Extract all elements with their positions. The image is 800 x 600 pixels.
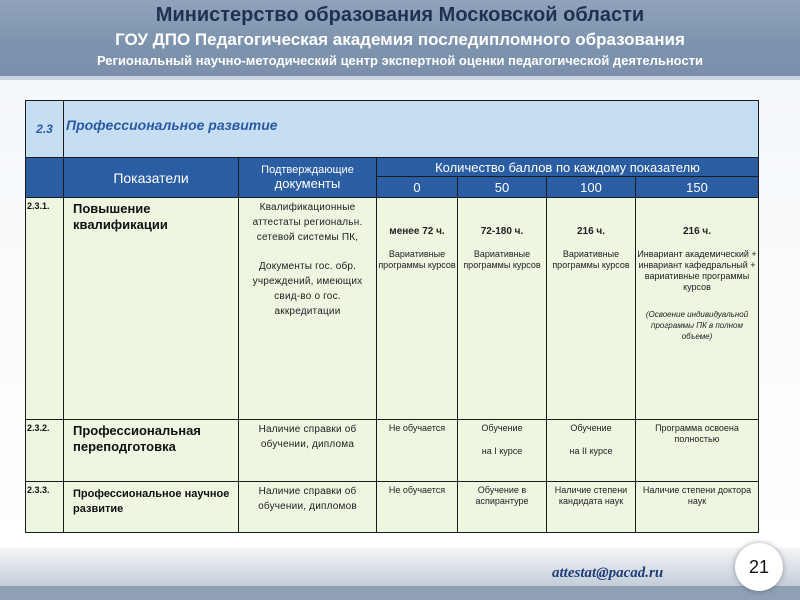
hours-label: 72-180 ч. — [480, 226, 524, 237]
header-blank — [26, 158, 64, 198]
criteria-table — [25, 100, 759, 533]
program-note: (Освоение индивидуальной программы ПК в полном объеме) — [645, 310, 749, 341]
row-number: 2.3.3. — [26, 482, 64, 533]
row-points-0 — [377, 198, 458, 420]
status-label: Обучение — [481, 423, 523, 433]
row-number: 2.3.2. — [26, 420, 64, 482]
spacer — [378, 237, 456, 249]
row-indicator: Профессиональное научное развитие — [64, 482, 239, 533]
academy-subtitle: ГОУ ДПО Педагогическая академия последипломного образования — [115, 30, 685, 49]
spacer — [637, 293, 757, 309]
footer-stripe — [0, 586, 800, 600]
row-points-150 — [636, 198, 759, 420]
ministry-title: Министерство образования Московской области — [155, 4, 645, 26]
row-points-50 — [458, 420, 547, 482]
header-banner — [0, 0, 800, 76]
table-row — [26, 482, 759, 533]
status-label: на I курсе — [481, 446, 523, 456]
center-subtitle: Региональный научно-методический центр экспертной оценки педагогической деятельности — [96, 53, 704, 68]
row-documents — [239, 198, 377, 420]
table-row — [26, 198, 759, 420]
header-points-0: 0 — [377, 177, 458, 198]
spacer — [459, 237, 545, 249]
header-points-100: 100 — [547, 177, 636, 198]
page-number-badge: 21 — [735, 543, 783, 591]
header-documents-line2: документы — [274, 176, 341, 191]
hours-label: менее 72 ч. — [389, 226, 445, 237]
hours-label: 216 ч. — [682, 226, 712, 237]
status-label: на II курсе — [569, 446, 613, 456]
row-points-0: Не обучается — [377, 482, 458, 533]
column-header-row — [26, 158, 759, 177]
spacer — [240, 245, 375, 259]
section-header-row — [26, 101, 759, 158]
hours-label: 216 ч. — [576, 226, 606, 237]
row-documents-part1: Квалификационные аттестаты региональн. сетевой системы ПК, — [252, 202, 363, 243]
row-points-150: Наличие степени доктора наук — [636, 482, 759, 533]
section-title: Профессиональное развитие — [64, 101, 759, 158]
header-points-150: 150 — [636, 177, 759, 198]
row-points-150: Программа освоена полностью — [636, 420, 759, 482]
contact-email-link[interactable]: attestat@pacad.ru — [552, 565, 664, 581]
footer-band — [0, 548, 800, 600]
row-indicator: Повышение квалификации — [64, 198, 239, 420]
header-documents-line1: Подтверждающие — [261, 164, 354, 176]
row-indicator: Профессиональная переподготовка — [64, 420, 239, 482]
spacer — [548, 237, 634, 249]
row-points-100: Наличие степени кандидата наук — [547, 482, 636, 533]
spacer — [548, 434, 634, 446]
row-points-50 — [458, 198, 547, 420]
program-label: Вариативные программы курсов — [463, 249, 541, 270]
status-label: Обучение — [570, 423, 612, 433]
row-points-0: Не обучается — [377, 420, 458, 482]
header-points-50: 50 — [458, 177, 547, 198]
header-points-title: Количество баллов по каждому показателю — [377, 158, 759, 177]
header-documents — [239, 158, 377, 198]
row-points-100 — [547, 420, 636, 482]
spacer — [459, 434, 545, 446]
row-documents: Наличие справки об обучении, диплома — [239, 420, 377, 482]
row-documents: Наличие справки об обучении, дипломов — [239, 482, 377, 533]
row-documents-part2: Документы гос. обр. учреждений, имеющих свид-во о гос. аккредитации — [252, 261, 363, 317]
row-number: 2.3.1. — [26, 198, 64, 420]
row-points-100 — [547, 198, 636, 420]
program-label: Инвариант академический + инвариант кафедральный + вариативные программы курсов — [637, 249, 757, 292]
table-row — [26, 420, 759, 482]
program-label: Вариативные программы курсов — [378, 249, 456, 270]
section-number: 2.3 — [26, 101, 64, 158]
row-points-50: Обучение в аспирантуре — [458, 482, 547, 533]
spacer — [637, 237, 757, 249]
header-indicators: Показатели — [64, 158, 239, 198]
program-label: Вариативные программы курсов — [552, 249, 630, 270]
